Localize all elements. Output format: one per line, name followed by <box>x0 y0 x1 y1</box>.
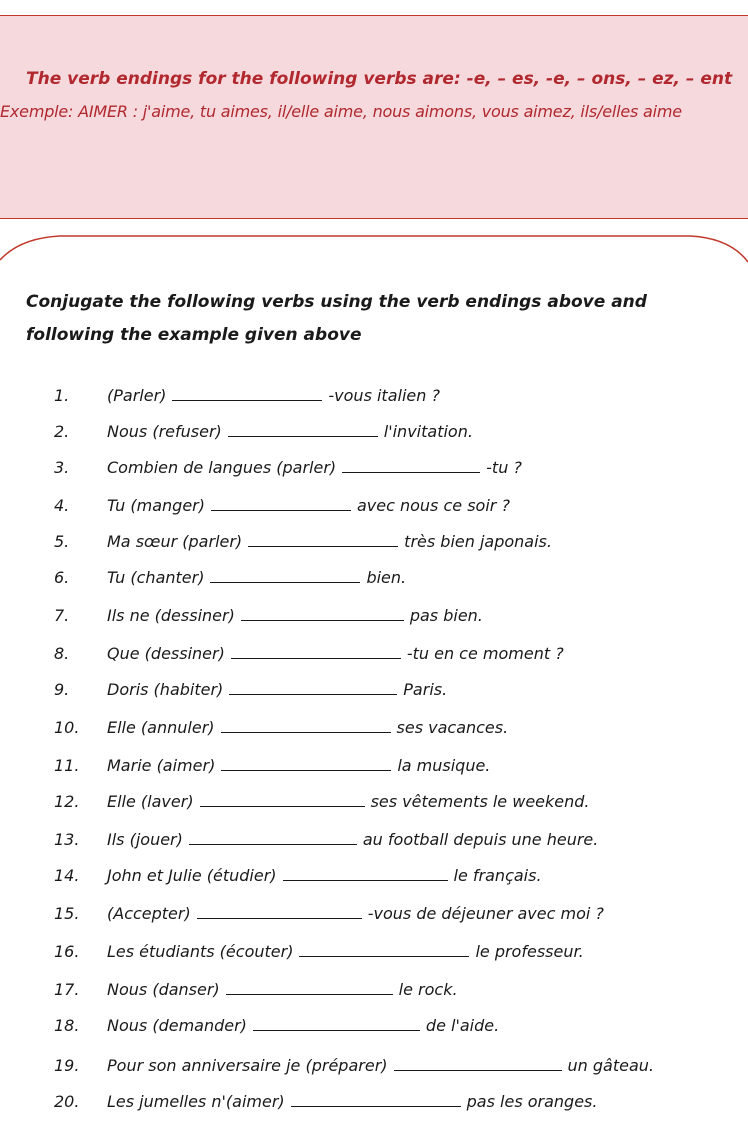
exercise-prompt: Ma sœur (parler) <box>107 532 243 551</box>
exercise-prompt: Les jumelles n'(aimer) <box>107 1092 285 1111</box>
exercise-number: 15. <box>54 904 80 923</box>
exercise-sentence <box>107 792 590 811</box>
answer-blank[interactable] <box>197 904 362 919</box>
exercise-sentence <box>107 568 406 587</box>
exercise-number: 9. <box>54 680 70 699</box>
exercise-number: 1. <box>54 386 70 405</box>
exercise-completion: pas les oranges. <box>466 1092 598 1111</box>
exercise-item <box>0 792 748 818</box>
answer-blank[interactable] <box>189 830 357 845</box>
exercise-completion: au football depuis une heure. <box>362 830 599 849</box>
exercise-sentence <box>107 1092 597 1111</box>
exercise-item <box>0 718 748 744</box>
exercise-completion: -tu en ce moment ? <box>406 644 564 663</box>
exercise-completion: ses vacances. <box>396 718 509 737</box>
exercise-sentence <box>107 756 490 775</box>
card-top-border <box>0 232 748 292</box>
exercise-sentence <box>107 904 604 923</box>
exercise-item <box>0 496 748 522</box>
exercise-item <box>0 942 748 968</box>
answer-blank[interactable] <box>231 644 401 659</box>
answer-blank[interactable] <box>211 496 351 511</box>
exercise-completion: le rock. <box>398 980 458 999</box>
exercise-number: 17. <box>54 980 80 999</box>
exercise-completion: Paris. <box>403 680 448 699</box>
example-conjugation <box>0 102 682 121</box>
exercise-prompt: Elle (laver) <box>107 792 194 811</box>
exercise-number: 10. <box>54 718 80 737</box>
exercise-item <box>0 830 748 856</box>
exercise-prompt: Nous (refuser) <box>107 422 222 441</box>
exercise-number: 12. <box>54 792 80 811</box>
exercise-sentence <box>107 680 447 699</box>
exercise-item <box>0 1092 748 1118</box>
answer-blank[interactable] <box>394 1056 562 1071</box>
exercise-sentence <box>107 422 473 441</box>
exercise-number: 6. <box>54 568 70 587</box>
exercise-sentence <box>107 1016 499 1035</box>
exercise-item <box>0 756 748 782</box>
exercise-sentence <box>107 866 542 885</box>
exercise-prompt: Ils (jouer) <box>107 830 183 849</box>
answer-blank[interactable] <box>253 1016 420 1031</box>
exercise-sentence <box>107 496 510 515</box>
exercise-item <box>0 866 748 892</box>
exercise-number: 7. <box>54 606 70 625</box>
exercise-prompt: John et Julie (étudier) <box>107 866 277 885</box>
exercise-item <box>0 1016 748 1042</box>
exercise-number: 8. <box>54 644 70 663</box>
exercise-item <box>0 644 748 670</box>
exercise-item <box>0 904 748 930</box>
exercise-sentence <box>107 942 584 961</box>
exercise-prompt: Nous (demander) <box>107 1016 247 1035</box>
exercise-completion: -vous italien ? <box>328 386 440 405</box>
exercise-completion: le français. <box>453 866 542 885</box>
exercise-sentence <box>107 718 508 737</box>
exercise-prompt: Doris (habiter) <box>107 680 224 699</box>
exercise-completion: l'invitation. <box>383 422 473 441</box>
exercise-prompt: Que (dessiner) <box>107 644 225 663</box>
answer-blank[interactable] <box>283 866 448 881</box>
exercise-sentence <box>107 458 522 477</box>
exercise-number: 18. <box>54 1016 80 1035</box>
instruction-text: Conjugate the following verbs using the verb endings above and following the example given above <box>26 292 647 345</box>
exercise-completion: pas bien. <box>409 606 483 625</box>
exercise-item <box>0 568 748 594</box>
exercise-prompt: Pour son anniversaire je (préparer) <box>107 1056 388 1075</box>
exercise-prompt: (Parler) <box>107 386 167 405</box>
exercise-number: 14. <box>54 866 80 885</box>
exercise-sentence <box>107 830 598 849</box>
exercise-prompt: Combien de langues (parler) <box>107 458 337 477</box>
answer-blank[interactable] <box>172 386 322 401</box>
exercise-sentence <box>107 386 440 405</box>
exercise-item <box>0 422 748 448</box>
exercise-completion: de l'aide. <box>425 1016 500 1035</box>
exercise-completion: ses vêtements le weekend. <box>370 792 590 811</box>
exercise-item <box>0 606 748 632</box>
answer-blank[interactable] <box>241 606 404 621</box>
answer-blank[interactable] <box>200 792 365 807</box>
exercise-prompt: Elle (annuler) <box>107 718 215 737</box>
exercise-completion: -tu ? <box>486 458 522 477</box>
answer-blank[interactable] <box>291 1092 461 1107</box>
exercise-item <box>0 980 748 1006</box>
exercise-number: 20. <box>54 1092 80 1111</box>
exercise-prompt: Tu (chanter) <box>107 568 205 587</box>
answer-blank[interactable] <box>226 980 393 995</box>
answer-blank[interactable] <box>221 718 391 733</box>
example-forms: j'aime, tu aimes, il/elle aime, nous aimons, vous aimez, ils/elles aime <box>142 102 682 121</box>
exercise-prompt: Les étudiants (écouter) <box>107 942 294 961</box>
exercise-sentence <box>107 606 483 625</box>
verb-endings-rule: The verb endings for the following verbs are: -e, – es, -e, – ons, – ez, – ent <box>26 69 733 89</box>
exercise-completion: très bien japonais. <box>404 532 552 551</box>
exercise-number: 5. <box>54 532 70 551</box>
exercise-sentence <box>107 980 458 999</box>
exercise-sentence <box>107 1056 654 1075</box>
exercise-item <box>0 458 748 484</box>
exercise-number: 2. <box>54 422 70 441</box>
exercise-completion: bien. <box>366 568 407 587</box>
answer-blank[interactable] <box>228 422 378 437</box>
answer-blank[interactable] <box>248 532 398 547</box>
exercise-prompt: Ils ne (dessiner) <box>107 606 235 625</box>
exercise-item <box>0 532 748 558</box>
example-label: Exemple: AIMER : <box>0 102 143 121</box>
exercise-completion: -vous de déjeuner avec moi ? <box>367 904 604 923</box>
exercise-number: 16. <box>54 942 80 961</box>
answer-blank[interactable] <box>299 942 469 957</box>
answer-blank[interactable] <box>342 458 480 473</box>
exercise-item <box>0 386 748 412</box>
exercise-item <box>0 1056 748 1082</box>
exercise-number: 3. <box>54 458 70 477</box>
exercise-completion: la musique. <box>397 756 491 775</box>
exercise-completion: un gâteau. <box>567 1056 654 1075</box>
exercise-completion: avec nous ce soir ? <box>356 496 510 515</box>
exercise-completion: le professeur. <box>475 942 584 961</box>
exercise-number: 13. <box>54 830 80 849</box>
exercise-sentence <box>107 532 552 551</box>
exercise-sentence <box>107 644 564 663</box>
exercise-item <box>0 680 748 706</box>
exercise-prompt: (Accepter) <box>107 904 191 923</box>
answer-blank[interactable] <box>229 680 397 695</box>
answer-blank[interactable] <box>210 568 360 583</box>
exercise-prompt: Nous (danser) <box>107 980 220 999</box>
exercise-number: 11. <box>54 756 80 775</box>
exercise-number: 19. <box>54 1056 80 1075</box>
exercise-prompt: Marie (aimer) <box>107 756 216 775</box>
exercise-number: 4. <box>54 496 70 515</box>
exercise-prompt: Tu (manger) <box>107 496 205 515</box>
answer-blank[interactable] <box>221 756 391 771</box>
